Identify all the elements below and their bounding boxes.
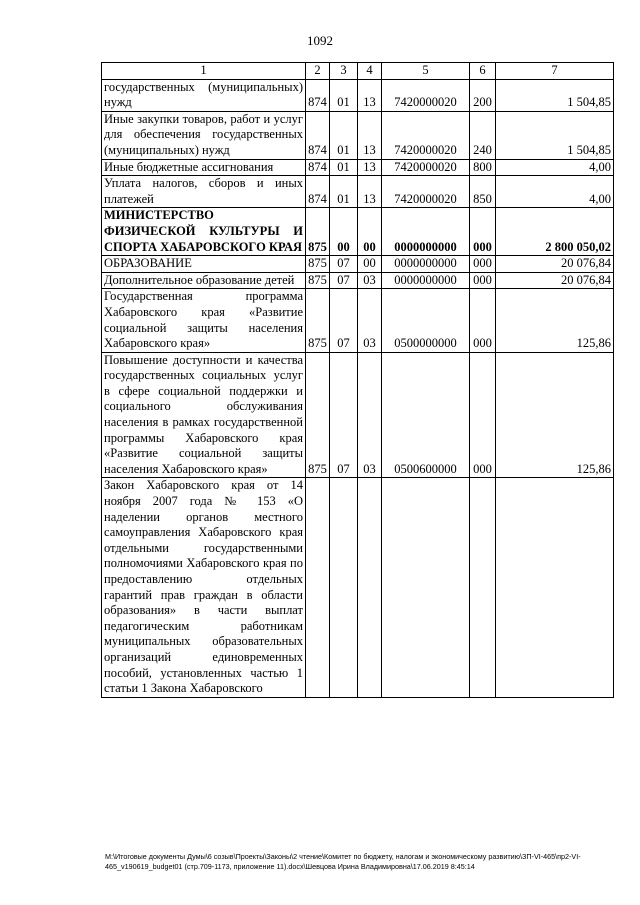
row-ministry-code: 875 — [306, 289, 330, 352]
row-section: 01 — [330, 176, 358, 208]
column-header: 3 — [330, 63, 358, 80]
row-target-article: 0500000000 — [382, 289, 470, 352]
column-header: 6 — [470, 63, 496, 80]
file-path-footer: M:\Итоговые документы Думы\6 созыв\Проекты\Законы\2 чтение\Комитет по бюджету, налогам и экономическому развитию\ЗП-VI-465\пр2-VI-465_v190619_budget01 (стр.709-1173, приложение 11).docx\Шевцова Ирина Владимировна\17.06.2019 8:45:14 — [105, 852, 581, 871]
row-subsection: 13 — [358, 176, 382, 208]
row-ministry-code: 875 — [306, 352, 330, 478]
row-section: 01 — [330, 159, 358, 176]
row-expense-type — [470, 478, 496, 697]
table-row — [102, 111, 614, 159]
row-name: МИНИСТЕРСТВО ФИЗИЧЕСКОЙ КУЛЬТУРЫ И СПОРТА ХАБАРОВСКОГО КРАЯ — [102, 208, 306, 256]
row-name: Государственная программа Хабаровского края «Развитие социальной защиты населения Хабаровского края» — [102, 289, 306, 352]
row-amount: 125,86 — [496, 352, 614, 478]
row-amount: 125,86 — [496, 289, 614, 352]
row-ministry-code — [306, 478, 330, 697]
row-expense-type: 000 — [470, 256, 496, 273]
row-amount — [496, 478, 614, 697]
row-target-article — [382, 478, 470, 697]
row-ministry-code: 875 — [306, 208, 330, 256]
row-ministry-code: 874 — [306, 159, 330, 176]
row-name: государственных (муниципальных) нужд — [102, 79, 306, 111]
column-header: 5 — [382, 63, 470, 80]
row-subsection — [358, 478, 382, 697]
table-row — [102, 159, 614, 176]
row-name: Иные закупки товаров, работ и услуг для обеспечения государственных (муниципальных) нужд — [102, 111, 306, 159]
row-ministry-code: 875 — [306, 272, 330, 289]
table-row — [102, 272, 614, 289]
row-subsection: 13 — [358, 79, 382, 111]
row-expense-type: 000 — [470, 289, 496, 352]
row-section: 00 — [330, 208, 358, 256]
row-section: 07 — [330, 272, 358, 289]
row-name: Повышение доступности и качества государственных социальных услуг в сфере социальной поддержки и социального обслуживания населения в рамках государственной программы Хабаровского края «Развитие социальной защиты населения Хабаровского края» — [102, 352, 306, 478]
row-section: 07 — [330, 289, 358, 352]
row-target-article: 7420000020 — [382, 176, 470, 208]
row-subsection: 13 — [358, 111, 382, 159]
row-ministry-code: 875 — [306, 256, 330, 273]
row-expense-type: 240 — [470, 111, 496, 159]
row-subsection: 03 — [358, 272, 382, 289]
row-expense-type: 850 — [470, 176, 496, 208]
page-number: 1092 — [307, 33, 333, 48]
row-ministry-code: 874 — [306, 79, 330, 111]
row-section: 01 — [330, 111, 358, 159]
row-amount: 1 504,85 — [496, 111, 614, 159]
row-name: ОБРАЗОВАНИЕ — [102, 256, 306, 273]
column-header: 4 — [358, 63, 382, 80]
row-name: Уплата налогов, сборов и иных платежей — [102, 176, 306, 208]
table-row — [102, 289, 614, 352]
row-target-article: 7420000020 — [382, 79, 470, 111]
row-expense-type: 200 — [470, 79, 496, 111]
column-header: 7 — [496, 63, 614, 80]
row-name: Закон Хабаровского края от 14 ноября 2007 года № 153 «О наделении органов местного самоуправления Хабаровского края отдельными государственными полномочиями Хабаровского края по предоставлению отдельных гарантий прав граждан в области образования» в части выплат педагогическим работникам муниципальных образовательных организаций единовременных пособий, установленных частью 1 статьи 1 Закона Хабаровского — [102, 478, 306, 697]
table-row — [102, 352, 614, 478]
row-target-article: 0000000000 — [382, 272, 470, 289]
table-header-row — [102, 63, 614, 80]
table-row — [102, 256, 614, 273]
row-section: 07 — [330, 352, 358, 478]
column-header: 1 — [102, 63, 306, 80]
row-target-article: 0000000000 — [382, 256, 470, 273]
column-header: 2 — [306, 63, 330, 80]
row-section — [330, 478, 358, 697]
row-subsection: 03 — [358, 352, 382, 478]
row-subsection: 03 — [358, 289, 382, 352]
table-row — [102, 176, 614, 208]
row-subsection: 00 — [358, 256, 382, 273]
row-target-article: 0500600000 — [382, 352, 470, 478]
row-name: Дополнительное образование детей — [102, 272, 306, 289]
row-section: 01 — [330, 79, 358, 111]
budget-table — [101, 62, 614, 698]
row-name: Иные бюджетные ассигнования — [102, 159, 306, 176]
row-section: 07 — [330, 256, 358, 273]
row-target-article: 0000000000 — [382, 208, 470, 256]
row-expense-type: 000 — [470, 272, 496, 289]
row-amount: 4,00 — [496, 159, 614, 176]
row-amount: 20 076,84 — [496, 256, 614, 273]
row-target-article: 7420000020 — [382, 159, 470, 176]
table-row — [102, 79, 614, 111]
row-expense-type: 000 — [470, 208, 496, 256]
row-subsection: 00 — [358, 208, 382, 256]
row-ministry-code: 874 — [306, 111, 330, 159]
table-row — [102, 478, 614, 697]
row-ministry-code: 874 — [306, 176, 330, 208]
row-amount: 2 800 050,02 — [496, 208, 614, 256]
row-amount: 4,00 — [496, 176, 614, 208]
row-subsection: 13 — [358, 159, 382, 176]
row-target-article: 7420000020 — [382, 111, 470, 159]
table-row-ministry-heading — [102, 208, 614, 256]
row-expense-type: 800 — [470, 159, 496, 176]
row-amount: 20 076,84 — [496, 272, 614, 289]
row-amount: 1 504,85 — [496, 79, 614, 111]
row-expense-type: 000 — [470, 352, 496, 478]
